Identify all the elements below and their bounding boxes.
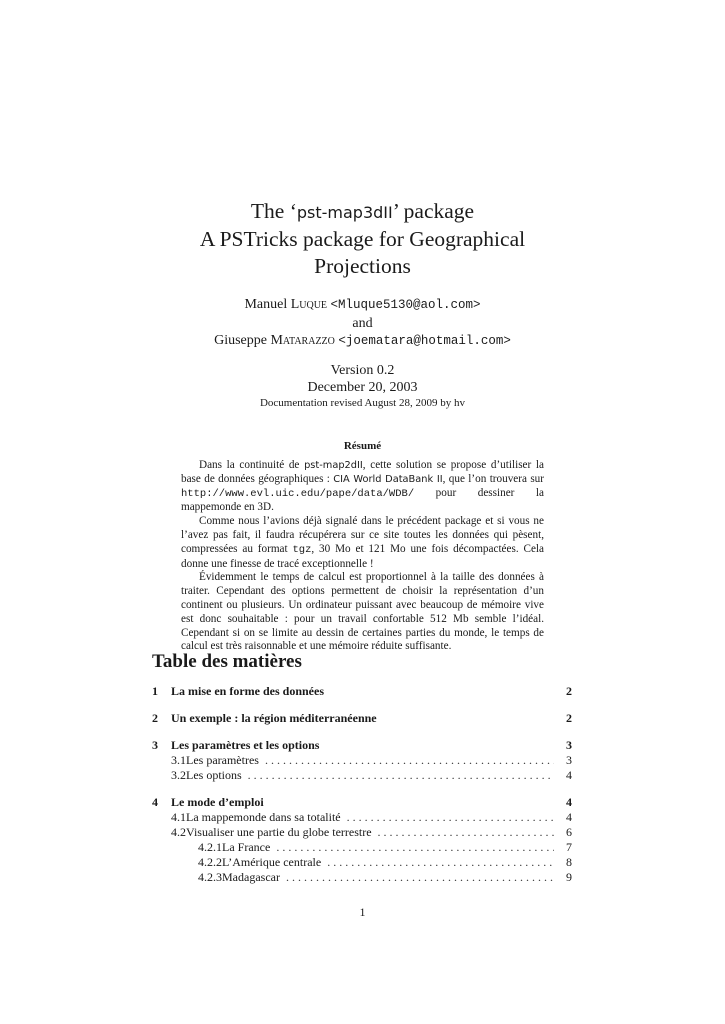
abstract-text: Comme nous l’avions déjà signalé dans le précédent package et si vous ne l’avez pas fait, il faudra récupérera sur ce site toutes les données qui pèsent, compressées au format [181, 515, 544, 555]
toc-number: 3.1 [171, 753, 186, 767]
toc-label: Les options [186, 768, 242, 782]
package-name: pst-map3dII [296, 203, 393, 222]
toc-dot-leader [347, 810, 554, 825]
toc-label: Madagascar [222, 870, 280, 884]
toc-number: 4.2.2 [198, 855, 222, 869]
toc-heading: Table des matières [152, 651, 302, 672]
toc-page: 7 [566, 840, 572, 854]
toc-number: 2 [152, 711, 158, 725]
toc-label: Les paramètres [186, 753, 259, 767]
revision-note: Documentation revised August 28, 2009 by hv [259, 397, 465, 409]
abstract-text: , cette solution se propose d’utiliser la base de données géographiques : [181, 459, 544, 485]
toc-label: La mise en forme des données [171, 684, 324, 698]
abstract-body [181, 459, 544, 654]
toc-label: L’Amérique centrale [222, 855, 322, 869]
package-ref: pst-map2dII [304, 460, 363, 471]
title-prefix: The ‘ [250, 199, 297, 223]
toc-number: 4.1 [171, 810, 186, 824]
author-1-email: <Mluque5130@aol.com> [330, 298, 481, 312]
table-of-contents [152, 684, 572, 885]
toc-page: 3 [566, 753, 572, 767]
author-2-first-name: Giuseppe [214, 333, 267, 348]
toc-label: Le mode d’emploi [171, 795, 264, 809]
toc-entry[interactable] [152, 711, 572, 726]
toc-entry[interactable] [152, 684, 572, 699]
toc-page: 3 [566, 738, 572, 752]
toc-entry[interactable] [152, 840, 572, 855]
toc-dot-leader [248, 768, 554, 783]
toc-dot-leader [265, 753, 554, 768]
document-date: December 20, 2003 [307, 380, 418, 395]
toc-label: Les paramètres et les options [171, 738, 320, 752]
toc-number: 3.2 [171, 768, 186, 782]
abstract-text: , que l’on trouvera sur [442, 472, 544, 485]
toc-number: 4 [152, 795, 158, 809]
toc-entry[interactable] [152, 870, 572, 885]
title-line-1 [0, 198, 725, 226]
authors-block [0, 296, 725, 351]
toc-number: 4.2.1 [198, 840, 222, 854]
abstract-title: Résumé [343, 440, 382, 452]
abstract-paragraph-1 [181, 459, 544, 515]
authors-and: and [352, 315, 373, 331]
toc-label: La France [222, 840, 271, 854]
document-title [0, 198, 725, 280]
database-name: CIA World DataBank II [333, 473, 443, 485]
toc-entry[interactable] [152, 753, 572, 768]
author-2-email: <joematara@hotmail.com> [338, 334, 511, 348]
toc-page: 9 [566, 870, 572, 884]
author-1 [0, 296, 725, 315]
toc-number: 1 [152, 684, 158, 698]
abstract-paragraph-3: Évidemment le temps de calcul est proportionnel à la taille des données à traiter. Cependant des options permettent de choisir la représentation d’un continent ou plusieurs. Un ordinateur puissant avec beaucoup de mémoire vive est donc souhaitable : pour un travail confortable 512 Mb semble l’idéal. Cependant si on se limite au dessin de certaines parties du monde, le temps de calcul est très raisonnable et une mémoire réduite suffisante. [181, 571, 544, 653]
toc-page: 2 [566, 684, 572, 698]
version-block [0, 362, 725, 411]
author-1-last-name: Luque [290, 297, 328, 312]
toc-entry[interactable] [152, 768, 572, 783]
abstract-paragraph-2 [181, 515, 544, 571]
toc-page: 4 [566, 768, 572, 782]
toc-label: La mappemonde dans sa totalité [186, 810, 341, 824]
toc-dot-leader [286, 870, 554, 885]
abstract-text: , 30 Mo et 121 Mo une fois décompactées. Cela donne une finesse de tracé exceptionnelle ! [181, 542, 544, 570]
toc-dot-leader [327, 855, 554, 870]
toc-page: 4 [566, 795, 572, 809]
toc-entry[interactable] [152, 810, 572, 825]
title-line-2: A PSTricks package for Geographical [199, 227, 526, 251]
toc-dot-leader [378, 825, 554, 840]
author-2 [0, 332, 725, 351]
toc-entry[interactable] [152, 825, 572, 840]
toc-number: 4.2 [171, 825, 186, 839]
abstract-text: Dans la continuité de [199, 459, 305, 471]
toc-number: 4.2.3 [198, 870, 222, 884]
toc-label: Un exemple : la région méditerranéenne [171, 711, 377, 725]
toc-page: 4 [566, 810, 572, 824]
database-url-link[interactable]: http://www.evl.uic.edu/pape/data/WDB/ [181, 487, 415, 500]
toc-page: 6 [566, 825, 572, 839]
author-2-last-name: Matarazzo [270, 333, 335, 348]
toc-page: 2 [566, 711, 572, 725]
format-name: tgz [292, 543, 312, 556]
abstract-text: pour dessiner la mappemonde en 3D. [181, 486, 544, 514]
page-number: 1 [359, 905, 366, 919]
toc-entry[interactable] [152, 738, 572, 753]
title-line-3: Projections [314, 254, 411, 278]
toc-number: 3 [152, 738, 158, 752]
version-label: Version 0.2 [330, 363, 395, 378]
toc-label: Visualiser une partie du globe terrestre [186, 825, 372, 839]
author-1-first-name: Manuel [244, 297, 288, 312]
title-suffix: ’ package [392, 199, 475, 223]
toc-page: 8 [566, 855, 572, 869]
toc-entry[interactable] [152, 855, 572, 870]
toc-entry[interactable] [152, 795, 572, 810]
toc-dot-leader [276, 840, 554, 855]
